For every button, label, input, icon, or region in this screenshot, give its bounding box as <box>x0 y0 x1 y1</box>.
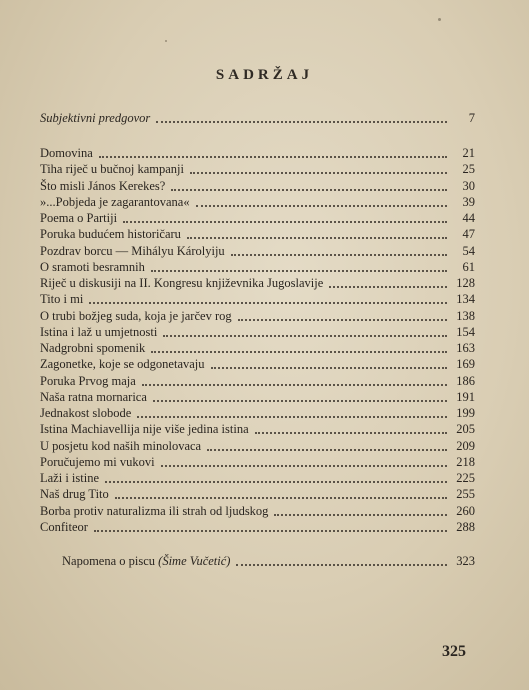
entry-page: 191 <box>456 389 475 404</box>
dot-leader <box>238 318 447 321</box>
entry-page: 30 <box>462 178 475 193</box>
dot-leader <box>142 383 447 386</box>
entry-label: »...Pobjeda je zagarantovana« <box>40 194 190 209</box>
entry-label: Borba protiv naturalizma ili strah od ljudskog <box>40 503 269 518</box>
entry-label: Poruka Prvog maja <box>40 373 136 388</box>
dot-leader <box>190 171 447 174</box>
entry-page: 134 <box>456 292 475 307</box>
entry-page: 54 <box>462 243 475 258</box>
entry-page: 154 <box>456 324 475 339</box>
toc-entry <box>40 519 475 535</box>
toc-entry <box>40 389 475 405</box>
toc-entry <box>40 503 475 519</box>
dot-leader <box>211 366 447 369</box>
entry-label: Pozdrav borcu — Mihályu Károlyiju <box>40 243 225 258</box>
toc-entry <box>40 373 475 389</box>
dot-leader <box>151 269 447 272</box>
page-number: 325 <box>442 643 466 660</box>
entry-label: O trubi božjeg suda, koja je jarčev rog <box>40 308 232 323</box>
dot-leader <box>236 563 447 566</box>
entry-label: Zagonetke, koje se odgonetavaju <box>40 357 205 372</box>
entry-label: Tito i mi <box>40 292 84 307</box>
toc-heading: SADRŽAJ <box>215 67 314 83</box>
dot-leader <box>329 285 447 288</box>
dot-leader <box>153 399 447 402</box>
entry-page: 323 <box>456 554 475 568</box>
toc-entry-note <box>62 553 475 569</box>
toc-entry <box>40 161 475 177</box>
entry-page: 47 <box>462 227 475 242</box>
entry-page: 169 <box>456 357 475 372</box>
entry-label: U posjetu kod naših minolovaca <box>40 438 202 453</box>
entry-label: Poruka budućem historičaru <box>40 227 181 242</box>
dot-leader <box>161 464 447 467</box>
toc-entry <box>40 291 475 307</box>
toc-entry <box>40 486 475 502</box>
entry-label: Naša ratna mornarica <box>40 389 147 404</box>
dot-leader <box>89 301 447 304</box>
entry-label: Naš drug Tito <box>40 487 109 502</box>
toc-entry <box>40 194 475 210</box>
dot-leader <box>255 431 447 434</box>
dot-leader <box>196 204 447 207</box>
entry-page: 25 <box>462 162 475 177</box>
dot-leader <box>99 155 447 158</box>
toc-entry <box>40 178 475 194</box>
entry-page: 218 <box>456 454 475 469</box>
dot-leader <box>207 448 447 451</box>
entry-page: 225 <box>456 471 475 485</box>
entry-label: Što misli János Kerekes? <box>40 178 166 193</box>
toc-entry-foreword <box>40 110 475 126</box>
entry-page: 255 <box>456 487 475 502</box>
entry-page: 39 <box>462 194 475 209</box>
entry-page: 260 <box>456 503 475 518</box>
toc-entry <box>40 454 475 470</box>
note-label-italic: (Šime Vučetić) <box>158 554 231 568</box>
entry-label: Poema o Partiji <box>40 211 118 225</box>
entry-page: 209 <box>456 438 475 453</box>
entry-page: 7 <box>468 111 475 125</box>
entry-page: 288 <box>456 519 475 534</box>
toc-entry <box>40 438 475 454</box>
entry-page: 128 <box>456 276 475 290</box>
entry-label: O sramoti besramnih <box>40 259 145 274</box>
entry-page: 138 <box>456 308 475 323</box>
entry-page: 61 <box>462 259 475 274</box>
toc-entry <box>40 421 475 437</box>
entry-label: Istina i laž u umjetnosti <box>40 324 158 339</box>
entry-page: 163 <box>456 341 475 355</box>
dot-leader <box>137 415 447 418</box>
toc-entry <box>40 324 475 340</box>
dot-leader <box>171 188 447 191</box>
dot-leader <box>163 334 447 337</box>
toc-entry <box>40 356 475 372</box>
entry-label: Istina Machiavellija nije više jedina istina <box>40 422 249 437</box>
paper-speck <box>165 40 167 42</box>
entry-page: 199 <box>456 406 475 420</box>
dot-leader <box>231 253 447 256</box>
note-label: Napomena o piscu <box>62 554 156 568</box>
entry-page: 21 <box>462 146 475 160</box>
toc-entry <box>40 210 475 226</box>
toc-entry <box>40 405 475 421</box>
entry-page: 205 <box>456 422 475 437</box>
entry-page: 44 <box>462 211 475 225</box>
dot-leader <box>94 529 447 532</box>
paper-speck <box>438 18 441 21</box>
toc-entry <box>40 470 475 486</box>
entry-label <box>62 553 230 569</box>
entry-label: Jednakost slobode <box>40 406 132 420</box>
dot-leader <box>123 220 447 223</box>
entry-label: Laži i istine <box>40 471 100 485</box>
toc-entry <box>40 145 475 161</box>
entry-label: Riječ u diskusiji na II. Kongresu književnika Jugoslavije <box>40 276 324 290</box>
toc-entry <box>40 226 475 242</box>
toc-entry <box>40 259 475 275</box>
toc-entry <box>40 275 475 291</box>
dot-leader <box>187 236 447 239</box>
entry-label: Poručujemo mi vukovi <box>40 454 155 469</box>
entry-page: 186 <box>456 373 475 388</box>
toc-entry <box>40 243 475 259</box>
toc-entry <box>40 308 475 324</box>
entry-label: Domovina <box>40 146 93 160</box>
dot-leader <box>115 496 447 499</box>
toc-entry <box>40 340 475 356</box>
entry-label: Nadgrobni spomenik <box>40 341 146 355</box>
dot-leader <box>274 513 447 516</box>
entry-label: Confiteor <box>40 519 88 534</box>
entry-label: Tiha riječ u bučnoj kampanji <box>40 162 184 177</box>
entry-label: Subjektivni predgovor <box>40 111 151 125</box>
dot-leader <box>151 350 447 353</box>
dot-leader <box>156 120 447 123</box>
dot-leader <box>105 480 447 483</box>
